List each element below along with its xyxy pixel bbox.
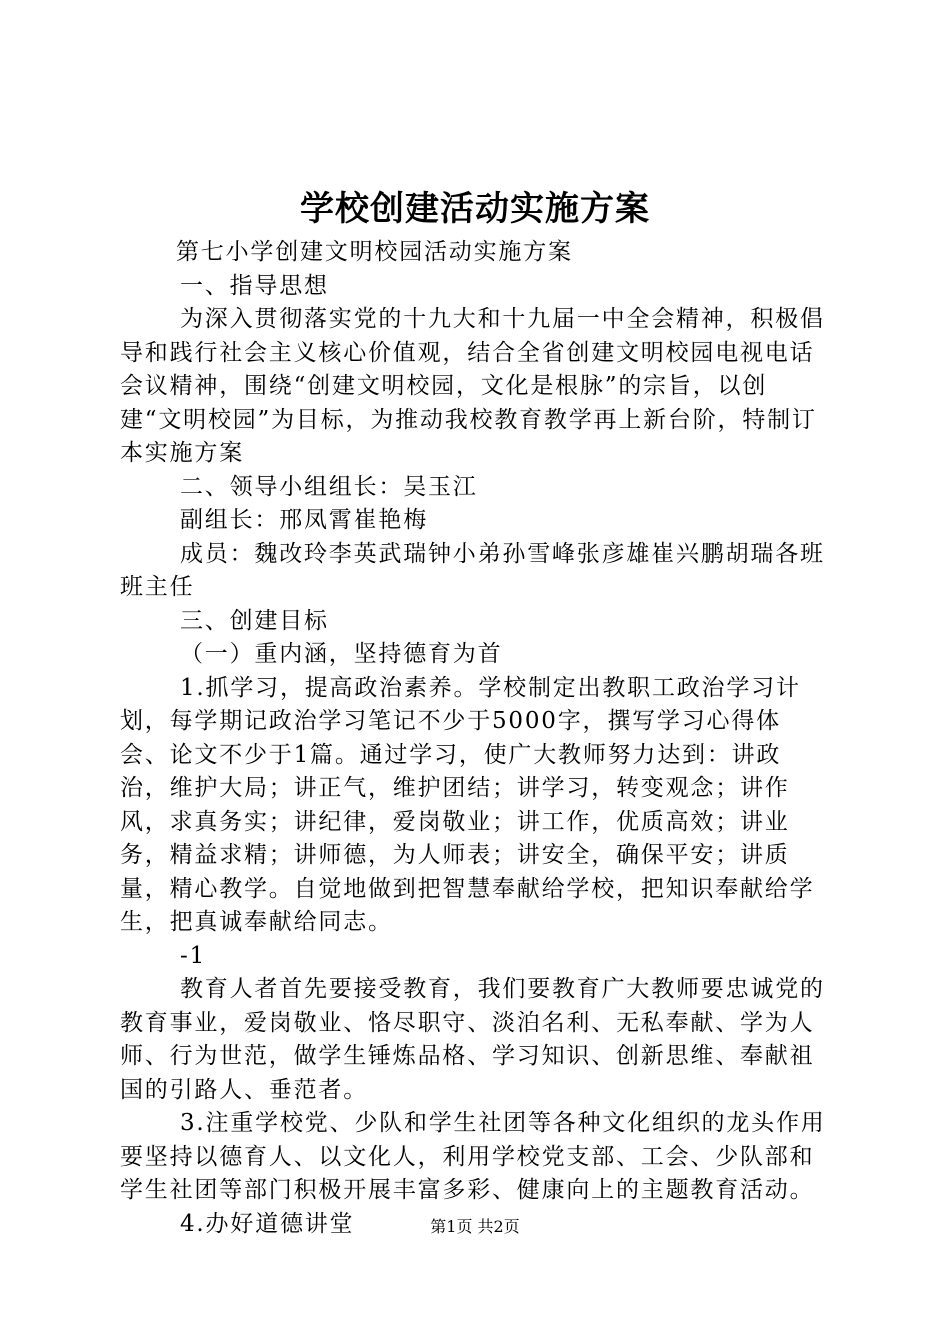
document-body — [120, 236, 830, 1241]
page-footer: 第1页 共2页 — [430, 1217, 520, 1236]
section-heading: 一、指导思想 — [180, 272, 329, 299]
document-subtitle: 第七小学创建文明校园活动实施方案 — [176, 239, 573, 265]
paragraph: 3.注重学校党、少队和学生社团等各种文化组织的龙头作用要坚持以德育人、以文化人，利用学校党支部、工会、少队部和学生社团等部门积极开展丰富多彩、健康向上的主题教育活动。 — [120, 1110, 826, 1203]
paragraph: 4.办好道德讲堂 — [180, 1210, 355, 1237]
paragraph-marker: -1 — [180, 942, 207, 969]
subsection-heading: （一）重内涵，坚持德育为首 — [180, 641, 503, 667]
paragraph: 1.抓学习，提高政治素养。学校制定出教职工政治学习计划，每学期记政治学习笔记不少于5000字，撰写学习心得体会、论文不少于1篇。通过学习，使广大教师努力达到：讲政治，维护大局；讲正气，维护团结；讲学习，转变观念；讲作风，求真务实；讲纪律，爱岗敬业；讲工作，优质高效；讲业务，精益求精；讲师德，为人师表；讲安全，确保平安；讲质量，精心教学。自觉地做到把智慧奉献给学校，把知识奉献给学生，把真诚奉献给同志。 — [120, 674, 815, 935]
paragraph: 成员：魏改玲李英武瑞钟小弟孙雪峰张彦雄崔兴鹏胡瑞各班班主任 — [120, 540, 825, 600]
paragraph: 为深入贯彻落实党的十九大和十九届一中全会精神，积极倡导和践行社会主义核心价值观，结合全省创建文明校园电视电话会议精神，围绕“创建文明校园，文化是根脉”的宗旨，以创建“文明校园”为目标，为推动我校教育教学再上新台阶，特制订本实施方案 — [120, 306, 825, 466]
paragraph: 教育人者首先要接受教育，我们要教育广大教师要忠诚党的教育事业，爱岗敬业、恪尽职守、淡泊名利、无私奉献、学为人师、行为世范，做学生锤炼品格、学习知识、创新思维、奉献祖国的引路人、垂范者。 — [120, 976, 825, 1103]
paragraph: 副组长：邢凤霄崔艳梅 — [180, 507, 428, 533]
document-title: 学校创建活动实施方案 — [300, 189, 650, 229]
section-heading: 二、领导小组组长：吴玉江 — [180, 473, 478, 500]
section-heading: 三、创建目标 — [180, 607, 329, 634]
